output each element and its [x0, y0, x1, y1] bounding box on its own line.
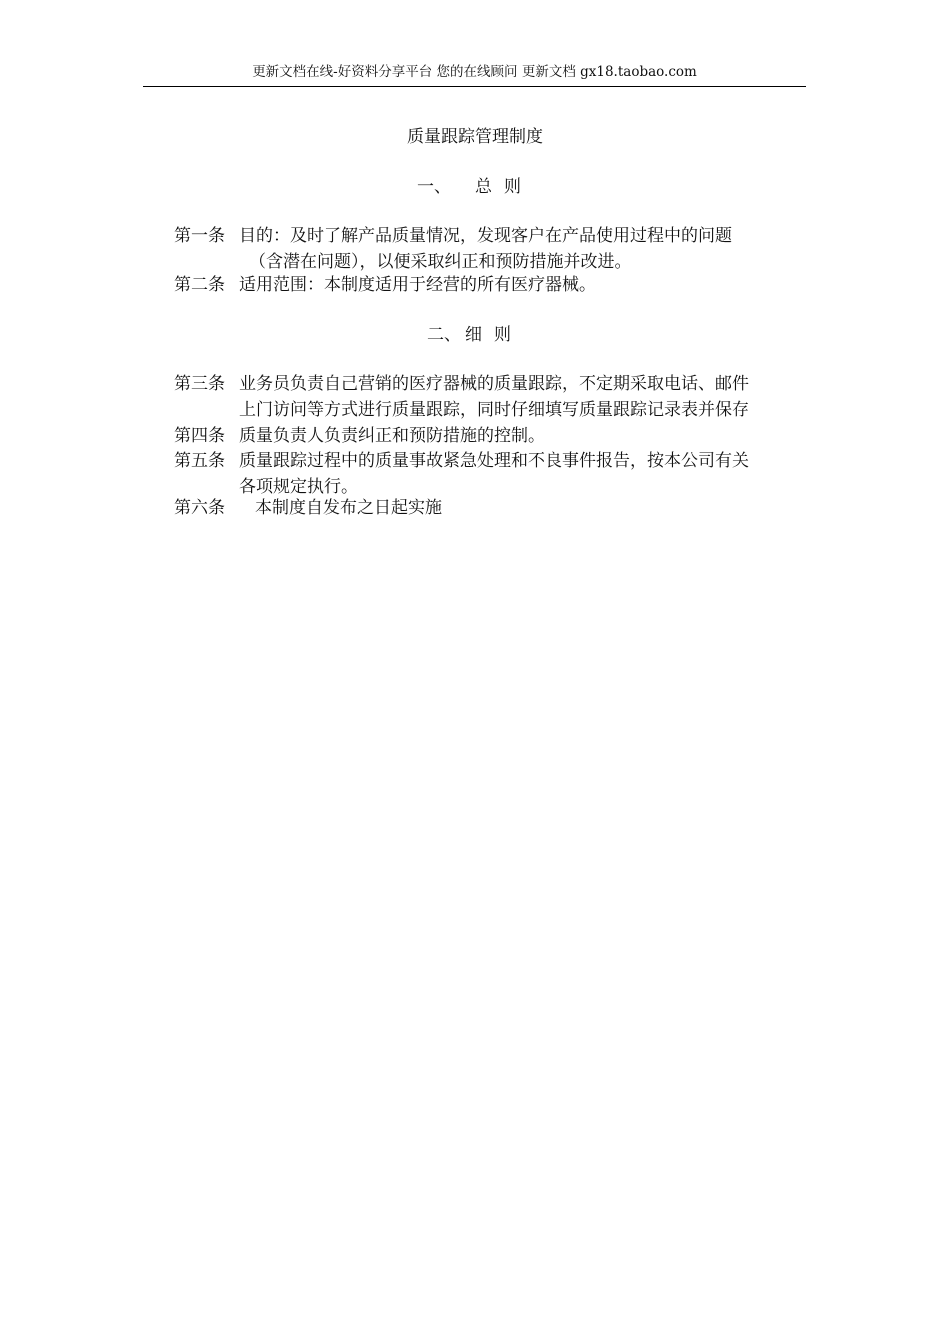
article-5 — [174, 448, 814, 500]
article-1 — [174, 223, 814, 275]
article-text-line: 上门访问等方式进行质量跟踪，同时仔细填写质量跟踪记录表并保存 — [239, 400, 749, 420]
article-text-line: 业务员负责自己营销的医疗器械的质量跟踪，不定期采取电话、邮件 — [239, 374, 749, 394]
article-body — [255, 495, 814, 521]
article-body — [239, 223, 814, 275]
article-text-line: 质量跟踪过程中的质量事故紧急处理和不良事件报告，按本公司有关 — [239, 451, 749, 471]
article-text-line: 目的：及时了解产品质量情况，发现客户在产品使用过程中的问题 — [239, 226, 732, 246]
article-text-line: 各项规定执行。 — [239, 477, 358, 497]
section-title: 细则 — [465, 325, 523, 345]
header-text: 更新文档在线-好资料分享平台 您的在线顾问 更新文档 gx18.taobao.com — [252, 64, 697, 80]
article-label: 第一条 — [174, 226, 225, 246]
article-label: 第四条 — [174, 426, 225, 446]
section-number: 二、 — [427, 325, 461, 345]
article-label: 第三条 — [174, 374, 225, 394]
article-body — [239, 272, 814, 298]
article-body — [239, 423, 814, 449]
section-title: 总则 — [475, 177, 533, 197]
article-body — [239, 371, 814, 423]
article-2 — [174, 272, 814, 298]
section-heading-details — [0, 322, 950, 348]
article-label: 第二条 — [174, 275, 225, 295]
article-text-line: 适用范围：本制度适用于经营的所有医疗器械。 — [239, 275, 596, 295]
article-label: 第六条 — [174, 498, 225, 518]
section-heading-general — [0, 174, 950, 200]
article-text-line: （含潜在问题），以便采取纠正和预防措施并改进。 — [249, 252, 632, 272]
document-title: 质量跟踪管理制度 — [407, 127, 543, 147]
article-text-line: 本制度自发布之日起实施 — [255, 498, 442, 518]
section-number: 一、 — [417, 177, 451, 197]
article-text-line: 质量负责人负责纠正和预防措施的控制。 — [239, 426, 545, 446]
article-body — [239, 448, 814, 500]
article-3 — [174, 371, 814, 423]
article-4 — [174, 423, 814, 449]
article-6 — [174, 495, 814, 521]
page-header — [143, 62, 806, 87]
article-label: 第五条 — [174, 451, 225, 471]
